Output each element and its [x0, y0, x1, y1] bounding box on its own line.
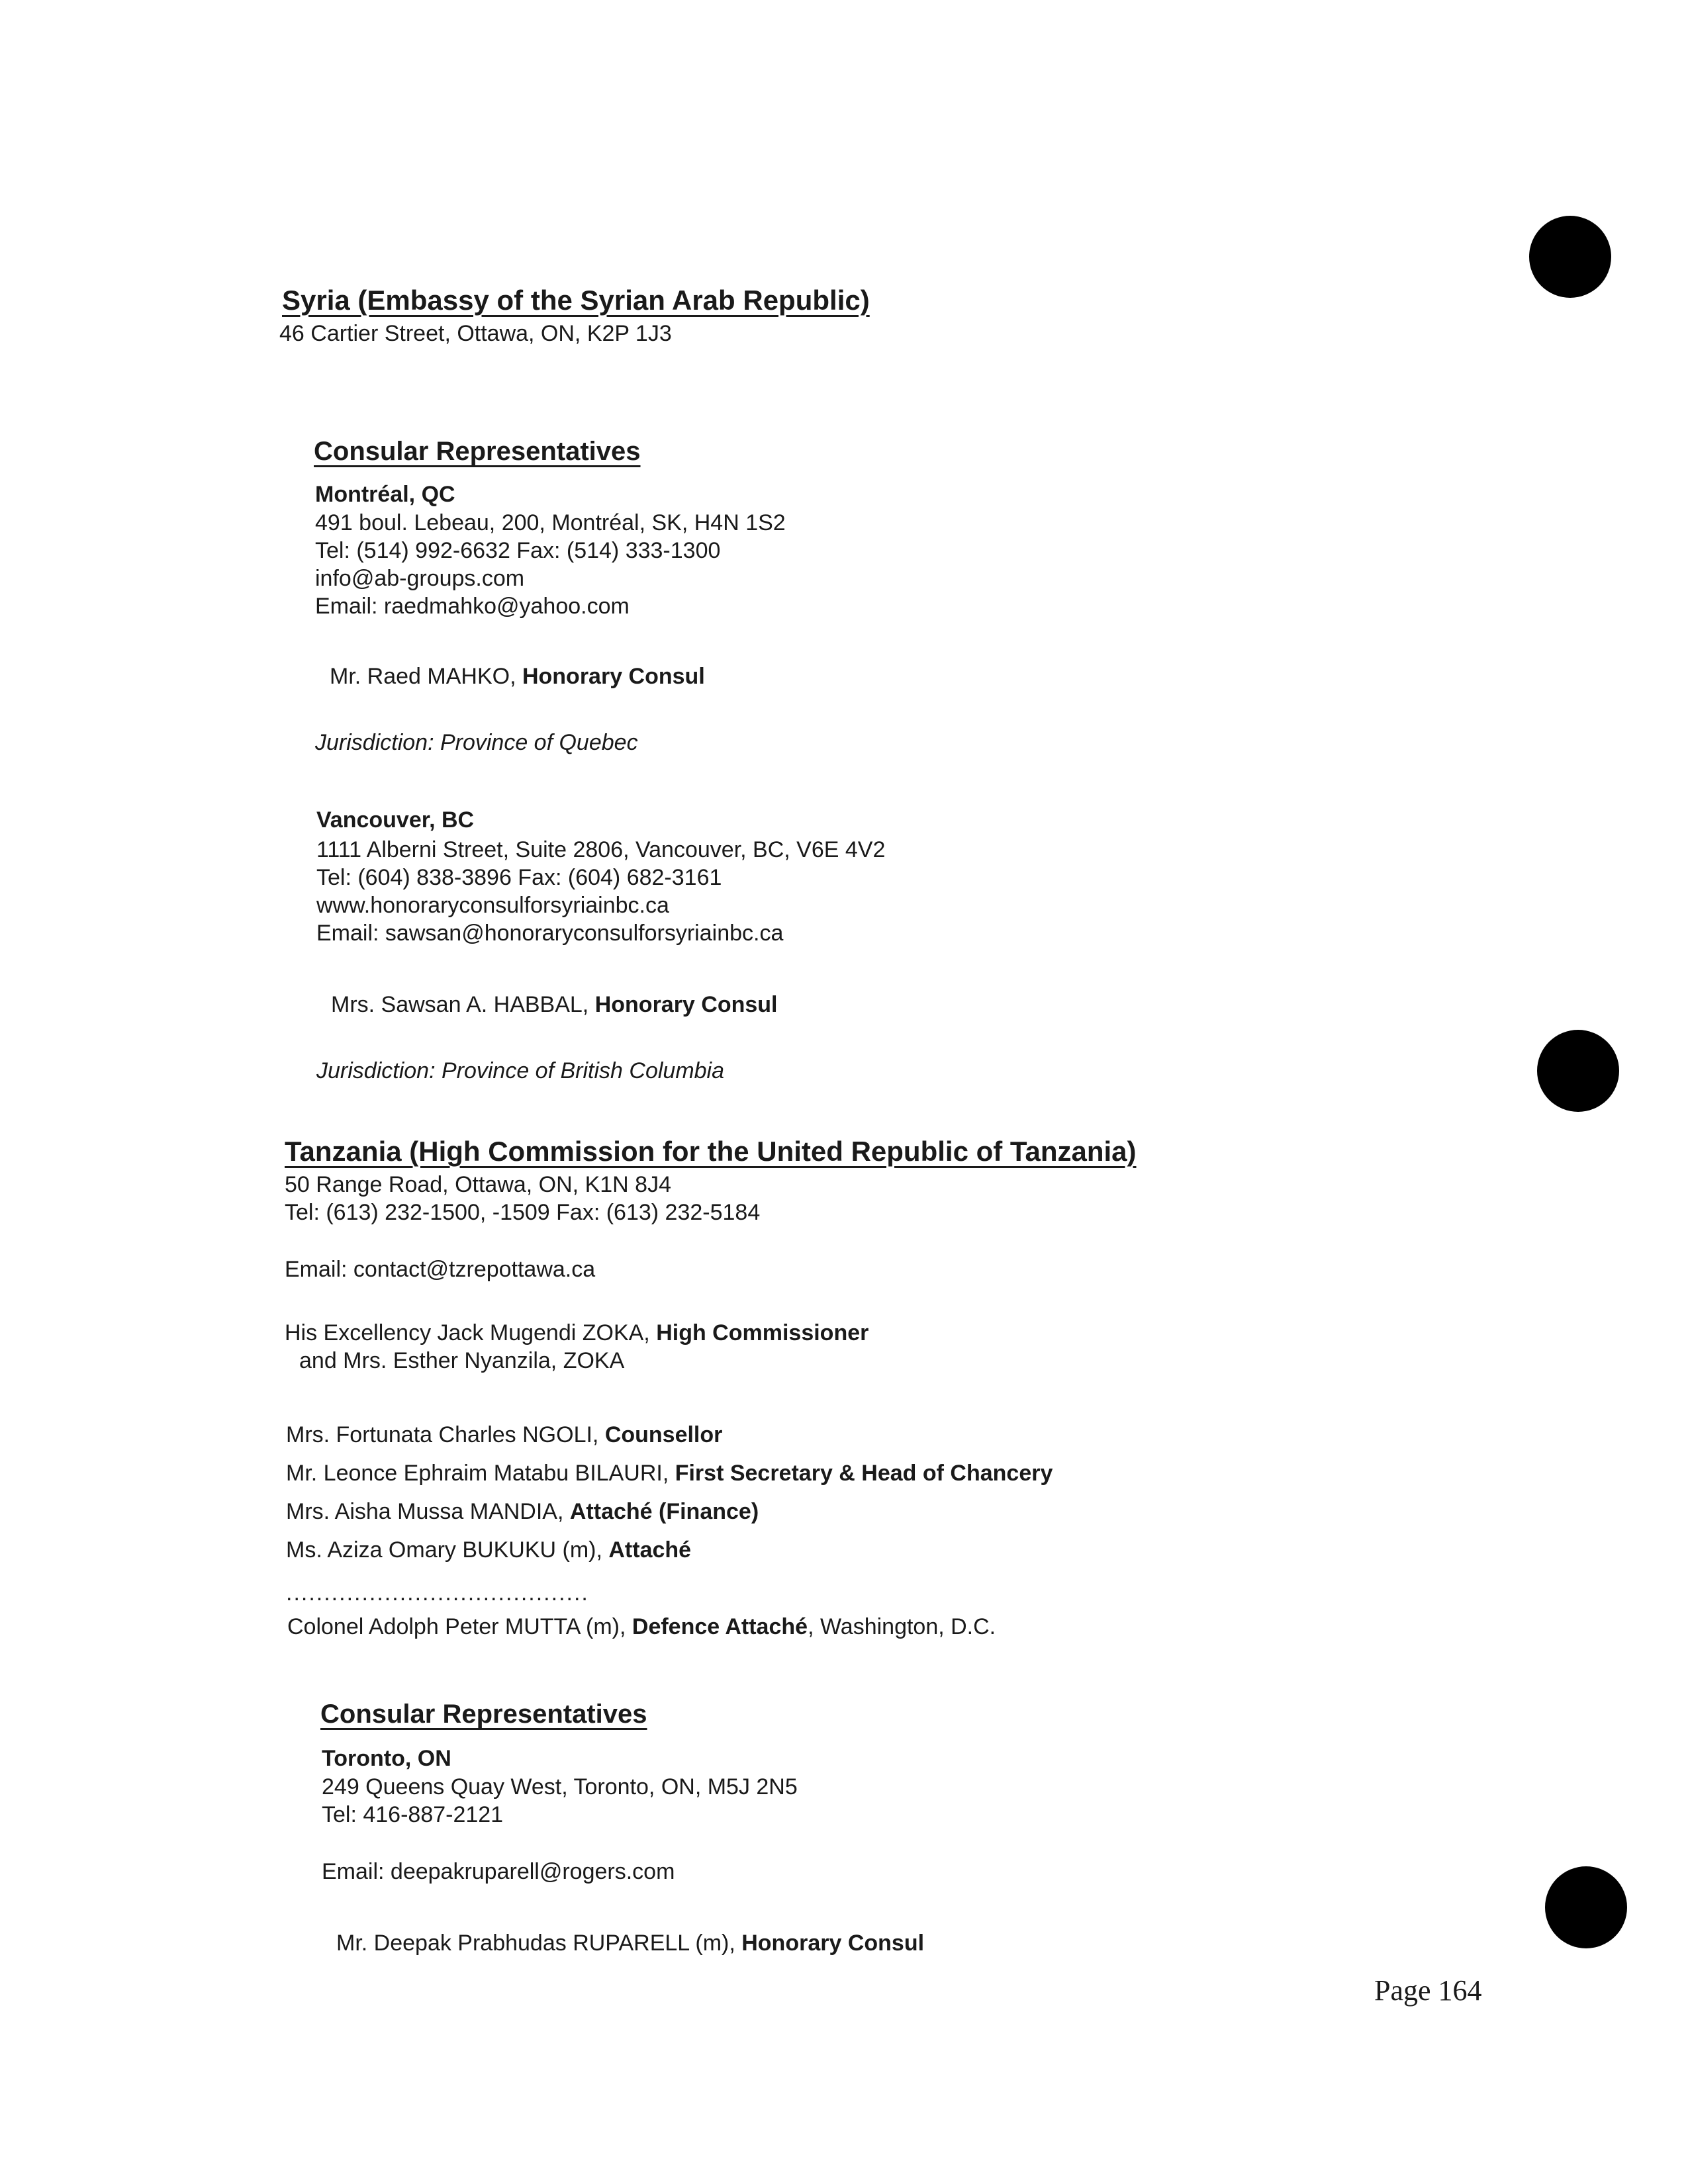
binder-hole-middle	[1537, 1030, 1619, 1112]
montreal-web[interactable]: info@ab-groups.com	[315, 566, 525, 591]
tanzania-address: 50 Range Road, Ottawa, ON, K1N 8J4	[285, 1172, 671, 1197]
montreal-tel: Tel: (514) 992-6632 Fax: (514) 333-1300	[315, 538, 721, 563]
staff-title: Attaché	[608, 1537, 692, 1563]
syria-heading: Syria (Embassy of the Syrian Arab Republic)	[282, 285, 870, 316]
staff-row	[286, 1535, 691, 1565]
vancouver-tel: Tel: (604) 838-3896 Fax: (604) 682-3161	[316, 865, 722, 890]
vancouver-web[interactable]: www.honoraryconsulforsyriainbc.ca	[316, 893, 669, 918]
staff-row	[286, 1420, 722, 1449]
staff-title: Counsellor	[604, 1422, 723, 1447]
tanzania-tel: Tel: (613) 232-1500, -1509 Fax: (613) 232-5184	[285, 1200, 761, 1225]
vancouver-email[interactable]: Email: sawsan@honoraryconsulforsyriainbc.ca	[316, 921, 784, 946]
toronto-tel: Tel: 416-887-2121	[322, 1802, 504, 1827]
defence-name: Colonel Adolph Peter MUTTA (m),	[287, 1614, 632, 1639]
defence-location: , Washington, D.C.	[808, 1614, 996, 1639]
staff-row	[286, 1459, 1053, 1488]
staff-row	[286, 1497, 759, 1526]
tanzania-consular-heading: Consular Representatives	[320, 1700, 647, 1729]
staff-name: Mrs. Fortunata Charles NGOLI,	[286, 1422, 605, 1447]
vancouver-jurisdiction: Jurisdiction: Province of British Columbia	[316, 1058, 725, 1083]
tanzania-high-commissioner	[285, 1318, 868, 1347]
staff-name: Ms. Aziza Omary BUKUKU (m),	[286, 1537, 609, 1563]
vancouver-consul-name: Mrs. Sawsan A. HABBAL,	[331, 992, 595, 1017]
toronto-consul-title: Honorary Consul	[741, 1931, 925, 1956]
montreal-jurisdiction: Jurisdiction: Province of Quebec	[315, 730, 638, 755]
toronto-consul	[336, 1929, 924, 1958]
defence-title: Defence Attaché	[632, 1614, 808, 1639]
montreal-email[interactable]: Email: raedmahko@yahoo.com	[315, 594, 630, 619]
toronto-email[interactable]: Email: deepakruparell@rogers.com	[322, 1859, 675, 1884]
tanzania-email[interactable]: Email: contact@tzrepottawa.ca	[285, 1257, 596, 1282]
syria-consular-heading: Consular Representatives	[314, 437, 641, 466]
hc-name: His Excellency Jack Mugendi ZOKA,	[285, 1320, 657, 1345]
toronto-city: Toronto, ON	[322, 1746, 451, 1771]
tanzania-heading: Tanzania (High Commission for the United Republic of Tanzania)	[285, 1136, 1137, 1167]
dotted-separator: ........................................	[286, 1580, 589, 1606]
staff-name: Mrs. Aisha Mussa MANDIA,	[286, 1499, 570, 1524]
vancouver-consul	[331, 990, 778, 1019]
vancouver-consul-title: Honorary Consul	[594, 992, 778, 1017]
hc-spouse: and Mrs. Esther Nyanzila, ZOKA	[299, 1348, 625, 1373]
binder-hole-top	[1529, 216, 1611, 298]
vancouver-address: 1111 Alberni Street, Suite 2806, Vancouver, BC, V6E 4V2	[316, 837, 886, 862]
montreal-consul-title: Honorary Consul	[522, 664, 705, 689]
toronto-consul-name: Mr. Deepak Prabhudas RUPARELL (m),	[336, 1931, 742, 1956]
montreal-city: Montréal, QC	[315, 482, 455, 507]
montreal-address: 491 boul. Lebeau, 200, Montréal, SK, H4N 1S2	[315, 510, 786, 535]
staff-title: First Secretary & Head of Chancery	[675, 1461, 1053, 1486]
montreal-consul	[330, 662, 705, 691]
toronto-address: 249 Queens Quay West, Toronto, ON, M5J 2N5	[322, 1774, 798, 1799]
binder-hole-bottom	[1545, 1866, 1627, 1948]
syria-address: 46 Cartier Street, Ottawa, ON, K2P 1J3	[279, 321, 672, 346]
hc-title: High Commissioner	[656, 1320, 869, 1345]
defence-attache	[287, 1612, 996, 1641]
page-number: Page 164	[1374, 1974, 1482, 2007]
staff-title: Attaché (Finance)	[569, 1499, 759, 1524]
montreal-consul-name: Mr. Raed MAHKO,	[330, 664, 522, 689]
staff-name: Mr. Leonce Ephraim Matabu BILAURI,	[286, 1461, 675, 1486]
vancouver-city: Vancouver, BC	[316, 807, 475, 833]
